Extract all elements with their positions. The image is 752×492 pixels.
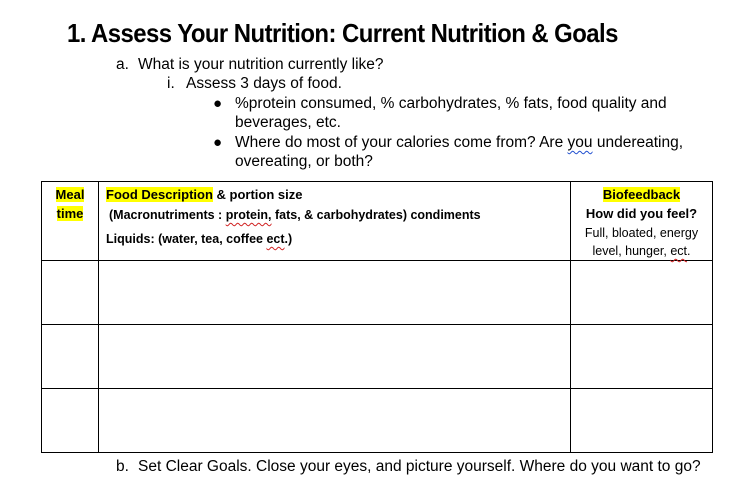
meal-header-line-2: time	[56, 206, 84, 221]
food-description-cell[interactable]	[99, 325, 571, 389]
spelling-flagged-word: protein,	[225, 208, 272, 222]
bullet-2-text-start: Where do most of your calories come from? Are	[235, 134, 568, 151]
list-item-i	[167, 75, 342, 93]
biofeedback-header	[571, 182, 713, 261]
biofeedback-title: Biofeedback	[602, 187, 681, 202]
meal-time-cell[interactable]	[42, 261, 99, 325]
food-header-liquids	[106, 229, 570, 249]
biofeedback-cell[interactable]	[571, 389, 713, 453]
biofeedback-cell[interactable]	[571, 325, 713, 389]
table-header-row	[42, 182, 713, 261]
food-header-macros	[106, 205, 570, 225]
liquids-text-start: Liquids: (water, tea, coffee	[106, 232, 267, 246]
bullet-2-text-end: undereating,	[592, 134, 684, 151]
bullet-1-line-2: beverages, etc.	[235, 114, 341, 131]
meal-time-cell[interactable]	[42, 389, 99, 453]
bullet-icon: ●	[213, 134, 223, 151]
grammar-flagged-word: you	[567, 134, 593, 151]
spelling-flagged-word: ect	[266, 232, 285, 246]
bullet-icon: ●	[213, 95, 223, 112]
biofeedback-line-3: Full, bloated, energy	[584, 226, 699, 240]
bio-text-end: .	[687, 244, 691, 258]
list-label-i: i.	[167, 75, 175, 92]
meal-time-cell[interactable]	[42, 325, 99, 389]
food-title-highlight: Food Description	[106, 187, 213, 202]
food-description-cell[interactable]	[99, 389, 571, 453]
macros-text-end: fats, & carbohydrates) condiments	[271, 208, 481, 222]
list-item-b	[116, 458, 701, 476]
section-heading: 1. Assess Your Nutrition: Current Nutrition & Goals	[67, 18, 618, 48]
bullet-2-line-2: overeating, or both?	[235, 153, 373, 170]
bio-text-start: level, hunger,	[592, 244, 671, 258]
table-row	[42, 389, 713, 453]
biofeedback-cell[interactable]	[571, 261, 713, 325]
food-title-rest: & portion size	[212, 187, 303, 202]
biofeedback-line-4	[571, 242, 712, 260]
food-log-table	[41, 181, 713, 453]
list-label-b: b.	[116, 458, 129, 475]
bullet-1-line-1: %protein consumed, % carbohydrates, % fats, food quality and	[235, 95, 667, 112]
macros-text-start: (Macronutriments :	[109, 208, 226, 222]
list-text-b: Set Clear Goals. Close your eyes, and picture yourself. Where do you want to go?	[138, 458, 701, 475]
list-text-a: What is your nutrition currently like?	[138, 56, 384, 73]
meal-header-line-1: Meal	[55, 187, 85, 202]
table-row	[42, 261, 713, 325]
list-item-a	[116, 56, 384, 74]
list-text-i: Assess 3 days of food.	[186, 75, 342, 92]
food-description-cell[interactable]	[99, 261, 571, 325]
meal-time-header	[42, 182, 99, 261]
liquids-text-end: .)	[284, 232, 293, 246]
spelling-flagged-word: ect	[670, 244, 688, 258]
food-header-title	[106, 185, 570, 205]
bullet-2-line-1	[235, 134, 683, 152]
food-description-header	[99, 182, 571, 261]
biofeedback-question: How did you feel?	[585, 206, 698, 221]
table-row	[42, 325, 713, 389]
list-label-a: a.	[116, 56, 129, 73]
